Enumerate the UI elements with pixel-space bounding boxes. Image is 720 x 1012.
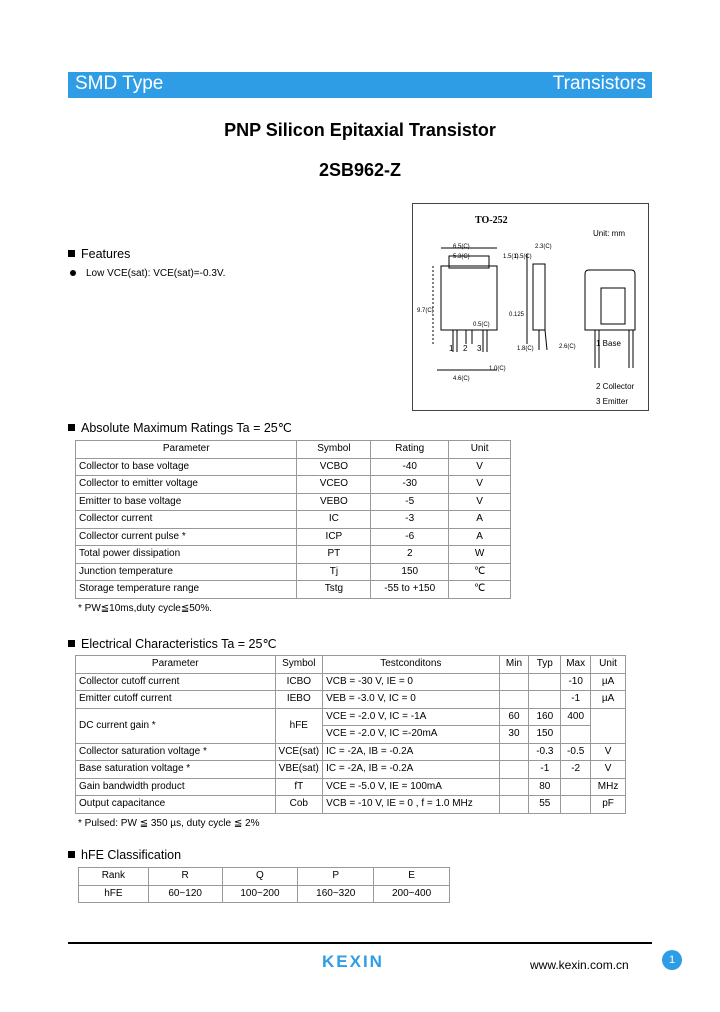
header-cell: Unit [449, 441, 511, 459]
header-cell: Parameter [76, 441, 297, 459]
header-left: SMD Type [75, 73, 164, 94]
table-cell: VCBO [297, 458, 371, 476]
table-cell: 200~400 [374, 885, 450, 903]
table-cell: E [374, 868, 450, 886]
table-cell: Collector current pulse * [76, 528, 297, 546]
table-cell: -6 [371, 528, 449, 546]
company-url[interactable]: www.kexin.com.cn [530, 958, 629, 972]
table-cell: -2 [561, 761, 591, 779]
table-cell: ℃ [449, 581, 511, 599]
table-cell: Tj [297, 563, 371, 581]
table-cell [529, 673, 561, 691]
bullet-square-icon [68, 851, 75, 858]
dim-1: 6.5(C) [453, 244, 470, 250]
table-cell: 2 [371, 546, 449, 564]
table-cell: Output capacitance [76, 796, 276, 814]
abs-max-heading: Absolute Maximum Ratings Ta = 25℃ [68, 420, 292, 435]
table-header-row [76, 441, 511, 459]
table-cell: V [449, 493, 511, 511]
elec-note: * Pulsed: PW ≦ 350 µs, duty cycle ≦ 2% [78, 818, 260, 829]
table-cell: 150 [529, 726, 561, 744]
hfe-heading: hFE Classification [68, 848, 181, 862]
table-cell: 400 [561, 708, 591, 726]
table-cell: -1 [529, 761, 561, 779]
table-cell: IC = -2A, IB = -0.2A [323, 743, 499, 761]
table-cell: -55 to +150 [371, 581, 449, 599]
footer-divider [68, 942, 652, 944]
abs-max-table [75, 440, 511, 599]
table-row [76, 796, 626, 814]
table-cell [529, 691, 561, 709]
table-row [79, 885, 450, 903]
dim-8: 0.5(C) [473, 322, 490, 328]
table-cell: ICBO [275, 673, 323, 691]
table-cell: Emitter to base voltage [76, 493, 297, 511]
table-cell: Tstg [297, 581, 371, 599]
table-cell: R [148, 868, 222, 886]
table-row [76, 528, 511, 546]
package-drawing [412, 203, 649, 411]
table-cell [499, 761, 529, 779]
header-cell: Parameter [76, 656, 276, 674]
table-cell: VBE(sat) [275, 761, 323, 779]
pin-mark-3: 3 [477, 344, 482, 353]
table-cell: Collector current [76, 511, 297, 529]
table-cell: 100~200 [222, 885, 298, 903]
table-cell: Storage temperature range [76, 581, 297, 599]
table-cell: VCE = -2.0 V, IC =-20mA [323, 726, 499, 744]
abs-max-note: * PW≦10ms,duty cycle≦50%. [78, 603, 213, 614]
table-cell [499, 673, 529, 691]
table-cell: 55 [529, 796, 561, 814]
table-cell: µA [591, 673, 626, 691]
table-cell: -0.3 [529, 743, 561, 761]
table-cell: IC = -2A, IB = -0.2A [323, 761, 499, 779]
table-row [79, 868, 450, 886]
dim-9: 1.0(C) [489, 366, 506, 372]
table-cell: VCB = -30 V, IE = 0 [323, 673, 499, 691]
table-cell: Collector to base voltage [76, 458, 297, 476]
pin-mark-1: 1 [449, 344, 454, 353]
table-cell [499, 778, 529, 796]
elec-heading: Electrical Characteristics Ta = 25℃ [68, 636, 276, 651]
table-row [76, 691, 626, 709]
header-cell: Max [561, 656, 591, 674]
table-cell [561, 796, 591, 814]
table-cell: ℃ [449, 563, 511, 581]
table-cell: Q [222, 868, 298, 886]
bullet-square-icon [68, 640, 75, 647]
table-cell [499, 796, 529, 814]
dim-10: 4.6(C) [453, 376, 470, 382]
elec-table [75, 655, 626, 814]
table-cell [499, 691, 529, 709]
table-cell: Collector saturation voltage * [76, 743, 276, 761]
table-cell: MHz [591, 778, 626, 796]
table-cell: hFE [79, 885, 149, 903]
table-row [76, 458, 511, 476]
bullet-square-icon [68, 424, 75, 431]
table-row [76, 511, 511, 529]
header-cell: Min [499, 656, 529, 674]
table-cell: fT [275, 778, 323, 796]
header-right: Transistors [552, 73, 646, 94]
table-row [76, 476, 511, 494]
table-cell: W [449, 546, 511, 564]
header-cell: Symbol [275, 656, 323, 674]
table-cell: Junction temperature [76, 563, 297, 581]
bullet-square-icon [68, 250, 75, 257]
table-cell: 30 [499, 726, 529, 744]
table-cell: VCEO [297, 476, 371, 494]
table-cell: IEBO [275, 691, 323, 709]
table-row [76, 493, 511, 511]
dim-2: 5.3(C) [453, 254, 470, 260]
package-name: TO-252 [475, 215, 508, 226]
table-row [76, 581, 511, 599]
table-cell: V [591, 743, 626, 761]
table-cell: DC current gain * [76, 708, 276, 743]
table-cell: Base saturation voltage * [76, 761, 276, 779]
table-cell: 150 [371, 563, 449, 581]
table-cell: A [449, 528, 511, 546]
pin-label-2: 2 Collector [596, 382, 635, 391]
table-row [76, 743, 626, 761]
table-cell: -30 [371, 476, 449, 494]
table-cell: IC [297, 511, 371, 529]
table-cell: -5 [371, 493, 449, 511]
pin-mark-2: 2 [463, 344, 468, 353]
table-cell: ICP [297, 528, 371, 546]
header-cell: Symbol [297, 441, 371, 459]
table-cell: -3 [371, 511, 449, 529]
package-outline [413, 204, 648, 410]
table-header-row [76, 656, 626, 674]
doc-title: PNP Silicon Epitaxial Transistor [224, 120, 496, 140]
table-row [76, 708, 626, 726]
table-cell: VCE = -5.0 V, IE = 100mA [323, 778, 499, 796]
dim-12: 2.6(C) [559, 344, 576, 350]
table-cell: -10 [561, 673, 591, 691]
table-cell: VEBO [297, 493, 371, 511]
bullet-dot-icon [70, 270, 76, 276]
table-cell: 60~120 [148, 885, 222, 903]
pin-label-3: 3 Emitter [596, 397, 629, 406]
company-logo: KEXIN [322, 952, 384, 971]
pin-label-1: 1 Base [596, 339, 621, 348]
table-cell: Gain bandwidth product [76, 778, 276, 796]
table-cell: A [449, 511, 511, 529]
table-row [76, 546, 511, 564]
table-row [76, 778, 626, 796]
features-heading: Features [68, 247, 130, 261]
table-cell [499, 743, 529, 761]
table-cell: Rank [79, 868, 149, 886]
table-cell: 160~320 [298, 885, 374, 903]
header-cell: Unit [591, 656, 626, 674]
table-cell: Collector to emitter voltage [76, 476, 297, 494]
table-cell: Cob [275, 796, 323, 814]
dim-5: 0.5(C) [515, 254, 532, 260]
table-cell: VCE(sat) [275, 743, 323, 761]
table-cell [561, 778, 591, 796]
header-cell: Typ [529, 656, 561, 674]
hfe-table [78, 867, 450, 903]
table-cell: P [298, 868, 374, 886]
table-cell: V [449, 458, 511, 476]
table-cell: V [591, 761, 626, 779]
header-cell: Testconditons [323, 656, 499, 674]
dim-7: 0.125 [509, 312, 525, 318]
table-cell: Emitter cutoff current [76, 691, 276, 709]
table-cell: VEB = -3.0 V, IC = 0 [323, 691, 499, 709]
table-cell: µA [591, 691, 626, 709]
table-cell: pF [591, 796, 626, 814]
dim-6: 9.7(C) [417, 308, 434, 314]
table-cell: Collector cutoff current [76, 673, 276, 691]
table-row [76, 761, 626, 779]
dim-4: 2.3(C) [535, 244, 552, 250]
table-row [76, 563, 511, 581]
table-cell [591, 708, 626, 743]
table-cell: -0.5 [561, 743, 591, 761]
table-cell: Total power dissipation [76, 546, 297, 564]
table-cell: PT [297, 546, 371, 564]
page-number: 1 [662, 950, 682, 970]
table-row [76, 673, 626, 691]
dim-11: 1.8(C) [517, 346, 534, 352]
table-cell: VCE = -2.0 V, IC = -1A [323, 708, 499, 726]
table-cell: hFE [275, 708, 323, 743]
table-cell: 80 [529, 778, 561, 796]
feature-item: Low VCE(sat): VCE(sat)=-0.3V. [70, 268, 225, 279]
table-cell [561, 726, 591, 744]
table-cell: VCB = -10 V, IE = 0 , f = 1.0 MHz [323, 796, 499, 814]
package-unit: Unit: mm [593, 229, 625, 238]
table-cell: V [449, 476, 511, 494]
table-cell: -40 [371, 458, 449, 476]
table-cell: -1 [561, 691, 591, 709]
header-cell: Rating [371, 441, 449, 459]
table-cell: 160 [529, 708, 561, 726]
dim-3: 1.5(1) [503, 254, 519, 260]
header-banner [68, 72, 652, 98]
table-cell: 60 [499, 708, 529, 726]
part-number: 2SB962-Z [318, 160, 402, 180]
